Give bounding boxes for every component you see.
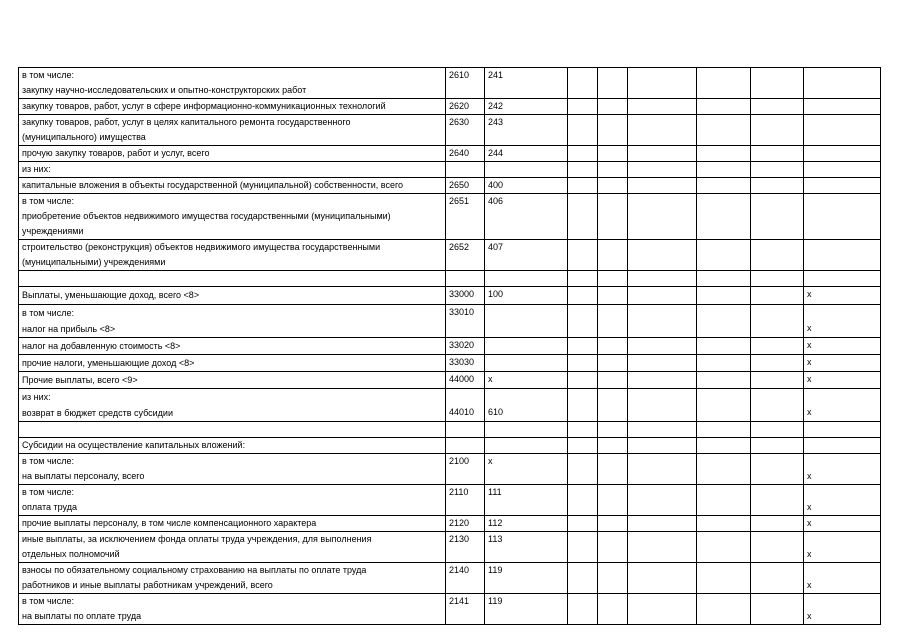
table-row	[19, 115, 881, 146]
row-kbk-code: x	[485, 372, 568, 389]
value-cell	[598, 563, 628, 594]
value-cell	[751, 240, 804, 271]
value-cell	[598, 422, 628, 438]
row-mark: x	[804, 355, 881, 372]
value-cell	[697, 372, 751, 389]
table-row	[19, 99, 881, 115]
row-description-line: закупку товаров, работ, услуг в целях капитального ремонта государственного	[22, 117, 351, 127]
row-code: 44000	[446, 372, 485, 389]
value-cell	[751, 305, 804, 338]
table-row	[19, 178, 881, 194]
row-code: 2651	[446, 194, 485, 240]
row-description	[19, 454, 446, 485]
row-description-line: строительство (реконструкция) объектов недвижимого имущества государственными	[22, 242, 381, 252]
value-cell	[628, 422, 697, 438]
row-kbk-code: 100	[485, 287, 568, 305]
value-cell	[697, 162, 751, 178]
row-description-line: капитальные вложения в объекты государственной (муниципальной) собственности, всего	[22, 180, 404, 190]
value-cell	[697, 422, 751, 438]
value-cell	[697, 454, 751, 485]
value-cell	[751, 563, 804, 594]
row-description	[19, 594, 446, 625]
value-cell	[568, 240, 598, 271]
value-cell	[598, 68, 628, 99]
value-cell	[628, 355, 697, 372]
value-cell	[751, 454, 804, 485]
row-description-line: приобретение объектов недвижимого имущества государственными (муниципальными)	[22, 211, 391, 221]
row-description	[19, 240, 446, 271]
row-mark	[804, 240, 881, 271]
value-cell	[628, 271, 697, 287]
value-cell	[568, 99, 598, 115]
value-cell	[598, 485, 628, 516]
table-row	[19, 454, 881, 485]
row-code: 2130	[446, 532, 485, 563]
value-cell	[568, 438, 598, 454]
row-description	[19, 438, 446, 454]
value-cell	[628, 178, 697, 194]
row-description-line: в том числе:	[22, 456, 74, 466]
row-description	[19, 162, 446, 178]
value-cell	[628, 532, 697, 563]
table-row	[19, 162, 881, 178]
row-mark	[804, 162, 881, 178]
value-cell	[751, 115, 804, 146]
value-cell	[568, 162, 598, 178]
value-cell	[751, 594, 804, 625]
table-row	[19, 372, 881, 389]
value-cell	[568, 271, 598, 287]
value-cell	[628, 454, 697, 485]
row-kbk-code	[485, 338, 568, 355]
row-description	[19, 532, 446, 563]
row-kbk-code	[485, 438, 568, 454]
row-mark: x	[804, 532, 881, 563]
value-cell	[598, 194, 628, 240]
value-cell	[598, 271, 628, 287]
row-description	[19, 271, 446, 287]
table-row	[19, 305, 881, 338]
value-cell	[697, 68, 751, 99]
row-description	[19, 485, 446, 516]
row-description-line: возврат в бюджет средств субсидии	[22, 408, 173, 418]
value-cell	[628, 287, 697, 305]
value-cell	[697, 338, 751, 355]
row-kbk-code: 241	[485, 68, 568, 99]
value-cell	[697, 438, 751, 454]
table-row	[19, 240, 881, 271]
table-row	[19, 68, 881, 99]
row-description-line: налог на прибыль <8>	[22, 324, 116, 334]
row-kbk-code: 111	[485, 485, 568, 516]
value-cell	[751, 338, 804, 355]
value-cell	[598, 305, 628, 338]
row-description-line: в том числе:	[22, 487, 74, 497]
value-cell	[568, 194, 598, 240]
value-cell	[697, 563, 751, 594]
value-cell	[697, 532, 751, 563]
row-code: 2110	[446, 485, 485, 516]
table-row	[19, 287, 881, 305]
row-kbk-code	[485, 271, 568, 287]
row-code	[446, 438, 485, 454]
value-cell	[568, 146, 598, 162]
row-description-line: (муниципального) имущества	[22, 132, 146, 142]
value-cell	[598, 99, 628, 115]
value-cell	[628, 485, 697, 516]
row-kbk-code: 400	[485, 178, 568, 194]
row-description-line: налог на добавленную стоимость <8>	[22, 341, 181, 351]
row-code	[446, 271, 485, 287]
row-kbk-code	[485, 422, 568, 438]
value-cell	[628, 389, 697, 422]
row-description-line: взносы по обязательному социальному страхованию на выплаты по оплате труда	[22, 565, 367, 575]
value-cell	[598, 178, 628, 194]
row-code	[446, 422, 485, 438]
row-kbk-code	[485, 305, 568, 338]
value-cell	[568, 532, 598, 563]
value-cell	[598, 594, 628, 625]
value-cell	[568, 305, 598, 338]
row-code: 2120	[446, 516, 485, 532]
value-cell	[697, 355, 751, 372]
row-description-line	[22, 271, 442, 286]
value-cell	[598, 454, 628, 485]
value-cell	[628, 305, 697, 338]
row-description-line: в том числе:	[22, 596, 74, 606]
row-mark: x	[804, 594, 881, 625]
row-description	[19, 146, 446, 162]
value-cell	[568, 563, 598, 594]
row-code: 2141	[446, 594, 485, 625]
table-row	[19, 516, 881, 532]
row-kbk-code	[485, 355, 568, 372]
value-cell	[568, 516, 598, 532]
row-code: 2620	[446, 99, 485, 115]
table-row	[19, 594, 881, 625]
value-cell	[697, 146, 751, 162]
row-description	[19, 389, 446, 422]
value-cell	[751, 287, 804, 305]
row-kbk-code: 119	[485, 594, 568, 625]
row-mark	[804, 99, 881, 115]
value-cell	[568, 389, 598, 422]
value-cell	[628, 338, 697, 355]
value-cell	[628, 438, 697, 454]
row-description	[19, 99, 446, 115]
table-row	[19, 338, 881, 355]
row-code: 33000	[446, 287, 485, 305]
value-cell	[697, 115, 751, 146]
row-mark	[804, 438, 881, 454]
row-description-line: прочую закупку товаров, работ и услуг, всего	[22, 148, 210, 158]
value-cell	[568, 115, 598, 146]
row-kbk-code: x	[485, 454, 568, 485]
row-kbk-code: 112	[485, 516, 568, 532]
row-description	[19, 194, 446, 240]
value-cell	[697, 240, 751, 271]
row-description-line: (муниципальными) учреждениями	[22, 257, 166, 267]
row-description-line: в том числе:	[22, 308, 74, 318]
value-cell	[598, 146, 628, 162]
row-description	[19, 115, 446, 146]
table-row	[19, 485, 881, 516]
row-description	[19, 372, 446, 389]
row-description	[19, 305, 446, 338]
table-row	[19, 389, 881, 422]
row-description-line: из них:	[22, 392, 51, 402]
value-cell	[697, 485, 751, 516]
table-row	[19, 438, 881, 454]
value-cell	[751, 146, 804, 162]
row-code: 44010	[446, 389, 485, 422]
value-cell	[751, 532, 804, 563]
row-kbk-code: 407	[485, 240, 568, 271]
row-description-line: из них:	[22, 164, 51, 174]
value-cell	[751, 99, 804, 115]
row-code: 2650	[446, 178, 485, 194]
row-kbk-code: 244	[485, 146, 568, 162]
row-mark	[804, 271, 881, 287]
table-row	[19, 563, 881, 594]
value-cell	[751, 162, 804, 178]
table-row	[19, 355, 881, 372]
table-row	[19, 146, 881, 162]
value-cell	[628, 516, 697, 532]
row-code: 2652	[446, 240, 485, 271]
row-kbk-code: 119	[485, 563, 568, 594]
value-cell	[628, 68, 697, 99]
row-kbk-code: 243	[485, 115, 568, 146]
value-cell	[751, 516, 804, 532]
row-description-line: Выплаты, уменьшающие доход, всего <8>	[22, 290, 200, 300]
row-mark	[804, 115, 881, 146]
row-description	[19, 338, 446, 355]
row-code: 2610	[446, 68, 485, 99]
row-description-line: закупку научно-исследовательских и опытно-конструкторских работ	[22, 85, 307, 95]
row-mark	[804, 422, 881, 438]
table-row	[19, 532, 881, 563]
row-mark: x	[804, 485, 881, 516]
value-cell	[751, 438, 804, 454]
value-cell	[628, 146, 697, 162]
row-code: 2640	[446, 146, 485, 162]
value-cell	[628, 194, 697, 240]
row-mark	[804, 178, 881, 194]
row-description	[19, 68, 446, 99]
row-mark	[804, 146, 881, 162]
value-cell	[628, 162, 697, 178]
value-cell	[628, 594, 697, 625]
row-description-line: оплата труда	[22, 502, 77, 512]
row-mark: x	[804, 338, 881, 355]
value-cell	[697, 389, 751, 422]
value-cell	[598, 162, 628, 178]
value-cell	[598, 438, 628, 454]
value-cell	[568, 338, 598, 355]
row-description	[19, 355, 446, 372]
row-mark: x	[804, 516, 881, 532]
row-code: 33030	[446, 355, 485, 372]
value-cell	[697, 271, 751, 287]
row-kbk-code: 406	[485, 194, 568, 240]
row-description	[19, 516, 446, 532]
row-code	[446, 162, 485, 178]
row-mark: x	[804, 305, 881, 338]
row-description-line: прочие налоги, уменьшающие доход <8>	[22, 358, 195, 368]
value-cell	[628, 240, 697, 271]
value-cell	[697, 516, 751, 532]
value-cell	[751, 271, 804, 287]
value-cell	[751, 355, 804, 372]
value-cell	[751, 422, 804, 438]
value-cell	[697, 287, 751, 305]
row-description-line: закупку товаров, работ, услуг в сфере информационно-коммуникационных технологий	[22, 101, 386, 111]
value-cell	[568, 422, 598, 438]
row-description	[19, 422, 446, 438]
row-kbk-code: 113	[485, 532, 568, 563]
value-cell	[628, 99, 697, 115]
row-description-line: работников и иные выплаты работникам учреждений, всего	[22, 580, 273, 590]
row-description-line: отдельных полномочий	[22, 549, 120, 559]
value-cell	[568, 355, 598, 372]
row-description-line: Прочие выплаты, всего <9>	[22, 375, 138, 385]
row-kbk-code: 242	[485, 99, 568, 115]
row-code: 33020	[446, 338, 485, 355]
row-description-line: на выплаты персоналу, всего	[22, 471, 145, 481]
value-cell	[598, 516, 628, 532]
table-row	[19, 422, 881, 438]
row-mark	[804, 194, 881, 240]
row-description	[19, 287, 446, 305]
table-row	[19, 271, 881, 287]
row-description-line: прочие выплаты персоналу, в том числе компенсационного характера	[22, 518, 317, 528]
value-cell	[598, 532, 628, 563]
value-cell	[751, 485, 804, 516]
row-code: 2140	[446, 563, 485, 594]
row-mark: x	[804, 389, 881, 422]
value-cell	[751, 178, 804, 194]
row-kbk-code	[485, 162, 568, 178]
value-cell	[751, 389, 804, 422]
table-row	[19, 194, 881, 240]
row-description-line	[22, 422, 442, 437]
value-cell	[568, 372, 598, 389]
row-code: 2100	[446, 454, 485, 485]
value-cell	[628, 115, 697, 146]
row-description	[19, 563, 446, 594]
value-cell	[568, 485, 598, 516]
value-cell	[697, 178, 751, 194]
row-mark: x	[804, 454, 881, 485]
value-cell	[598, 240, 628, 271]
value-cell	[697, 594, 751, 625]
row-description-line: в том числе:	[22, 70, 74, 80]
row-description-line: иные выплаты, за исключением фонда оплаты труда учреждения, для выполнения	[22, 534, 372, 544]
value-cell	[697, 194, 751, 240]
value-cell	[628, 563, 697, 594]
row-mark	[804, 68, 881, 99]
row-description-line: Субсидии на осуществление капитальных вложений:	[22, 440, 246, 450]
value-cell	[568, 594, 598, 625]
value-cell	[628, 372, 697, 389]
row-description-line: на выплаты по оплате труда	[22, 611, 142, 621]
row-mark: x	[804, 372, 881, 389]
value-cell	[568, 68, 598, 99]
value-cell	[598, 338, 628, 355]
value-cell	[598, 355, 628, 372]
value-cell	[568, 178, 598, 194]
value-cell	[568, 454, 598, 485]
value-cell	[568, 287, 598, 305]
row-code: 2630	[446, 115, 485, 146]
value-cell	[751, 372, 804, 389]
budget-table	[18, 67, 881, 625]
value-cell	[598, 372, 628, 389]
value-cell	[697, 99, 751, 115]
row-kbk-code: 610	[485, 389, 568, 422]
value-cell	[751, 194, 804, 240]
row-description-line: в том числе:	[22, 196, 74, 206]
value-cell	[751, 68, 804, 99]
row-mark: x	[804, 287, 881, 305]
row-description-line: учреждениями	[22, 226, 84, 236]
row-mark: x	[804, 563, 881, 594]
value-cell	[697, 305, 751, 338]
row-code: 33010	[446, 305, 485, 338]
value-cell	[598, 389, 628, 422]
value-cell	[598, 115, 628, 146]
row-description	[19, 178, 446, 194]
value-cell	[598, 287, 628, 305]
